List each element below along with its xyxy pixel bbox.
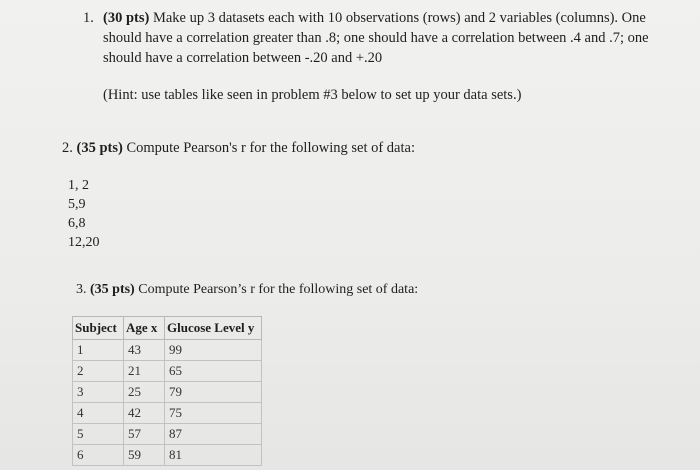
cell-age: 42 (124, 403, 165, 424)
header-age: Age x (124, 317, 165, 340)
cell-age: 21 (124, 361, 165, 382)
table-row (73, 445, 262, 466)
cell-subject: 6 (73, 445, 124, 466)
header-glucose: Glucose Level y (165, 317, 262, 340)
cell-age: 57 (124, 424, 165, 445)
cell-age: 43 (124, 340, 165, 361)
question-2-number: 2. (62, 140, 73, 156)
data-line: 6,8 (68, 216, 86, 231)
question-1-points: (30 pts) (103, 10, 150, 26)
question-2-points: (35 pts) (76, 140, 123, 156)
cell-glucose: 81 (165, 445, 262, 466)
cell-age: 25 (124, 382, 165, 403)
question-3 (76, 282, 418, 298)
table-row (73, 340, 262, 361)
cell-subject: 1 (73, 340, 124, 361)
question-2 (62, 140, 415, 157)
data-line: 12,20 (68, 235, 100, 250)
table-row (73, 424, 262, 445)
question-2-text: Compute Pearson's r for the following set of data: (126, 140, 415, 156)
table-row (73, 361, 262, 382)
header-subject: Subject (73, 317, 124, 340)
question-1-text: Make up 3 datasets each with 10 observations (rows) and 2 variables (columns). One should have a correlation greater than .8; one should have a correlation between .4 and .7; one should have a correlation between -.20 and +.20 (103, 10, 649, 66)
cell-subject: 5 (73, 424, 124, 445)
table-header-row (73, 317, 262, 340)
glucose-table (72, 316, 262, 466)
question-1-number: 1. (83, 10, 94, 26)
question-2-data (68, 176, 100, 252)
cell-subject: 4 (73, 403, 124, 424)
cell-age: 59 (124, 445, 165, 466)
question-3-number: 3. (76, 282, 87, 297)
cell-glucose: 65 (165, 361, 262, 382)
question-3-text: Compute Pearson’s r for the following set of data: (138, 282, 419, 297)
cell-subject: 2 (73, 361, 124, 382)
cell-glucose: 75 (165, 403, 262, 424)
table-row (73, 382, 262, 403)
cell-glucose: 99 (165, 340, 262, 361)
data-line: 1, 2 (68, 178, 89, 193)
question-1 (83, 8, 683, 68)
cell-subject: 3 (73, 382, 124, 403)
cell-glucose: 87 (165, 424, 262, 445)
data-line: 5,9 (68, 197, 86, 212)
question-1-hint: (Hint: use tables like seen in problem #3 below to set up your data sets.) (103, 87, 522, 103)
cell-glucose: 79 (165, 382, 262, 403)
table-row (73, 403, 262, 424)
question-3-points: (35 pts) (90, 282, 135, 297)
